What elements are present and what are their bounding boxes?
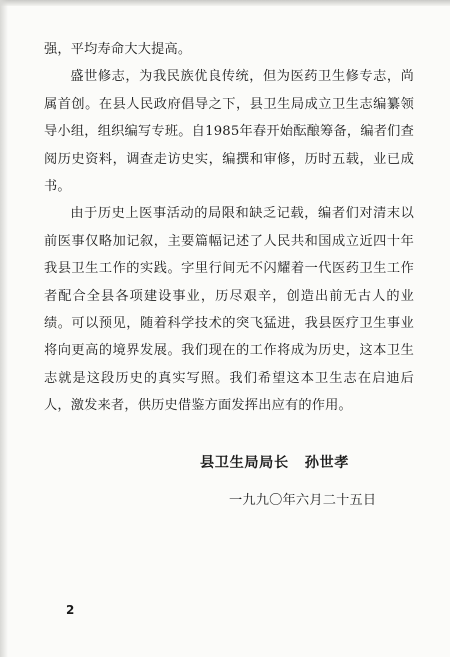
signature-title: 县卫生局局长 [200,455,289,471]
document-date: 一九九〇年六月二十五日 [229,493,377,508]
signature-line [200,452,349,472]
page-number: 2 [66,603,75,617]
signature-name: 孙世孝 [304,455,350,471]
paragraph-content-scope: 由于历史上医事活动的局限和缺乏记载，编者们对清末以前医事仅略加记叙，主要篇幅记述了人民共和国成立近四十年我县卫生工作的实践。字里行间无不闪耀着一代医药卫生工作者配合全县各项建设事业，历尽艰辛，创造出前无古人的业绩。可以预见，随着科学技术的突飞猛进，我县医疗卫生事业将向更高的境界发展。我们现在的工作将成为历史，这本卫生志就是这段历史的真实写照。我们希望这本卫生志在启迪后人，激发来者，供历史借鉴方面发挥出应有的作用。 [44,206,414,414]
scan-left-shadow [0,0,8,657]
paragraph-continuation: 强，平均寿命大大提高。 [44,42,192,57]
scan-top-edge [0,0,450,6]
preface-body [44,36,414,420]
paragraph-compilation: 盛世修志，为我民族优良传统，但为医药卫生修专志，尚属首创。在县人民政府倡导之下，县卫生局成立卫生志编纂领导小组，组织编写专班。自1985年春开始酝酿筹备，编者们查阅历史资料，调查走访史实，编撰和审修，历时五载，业已成书。 [44,69,414,195]
